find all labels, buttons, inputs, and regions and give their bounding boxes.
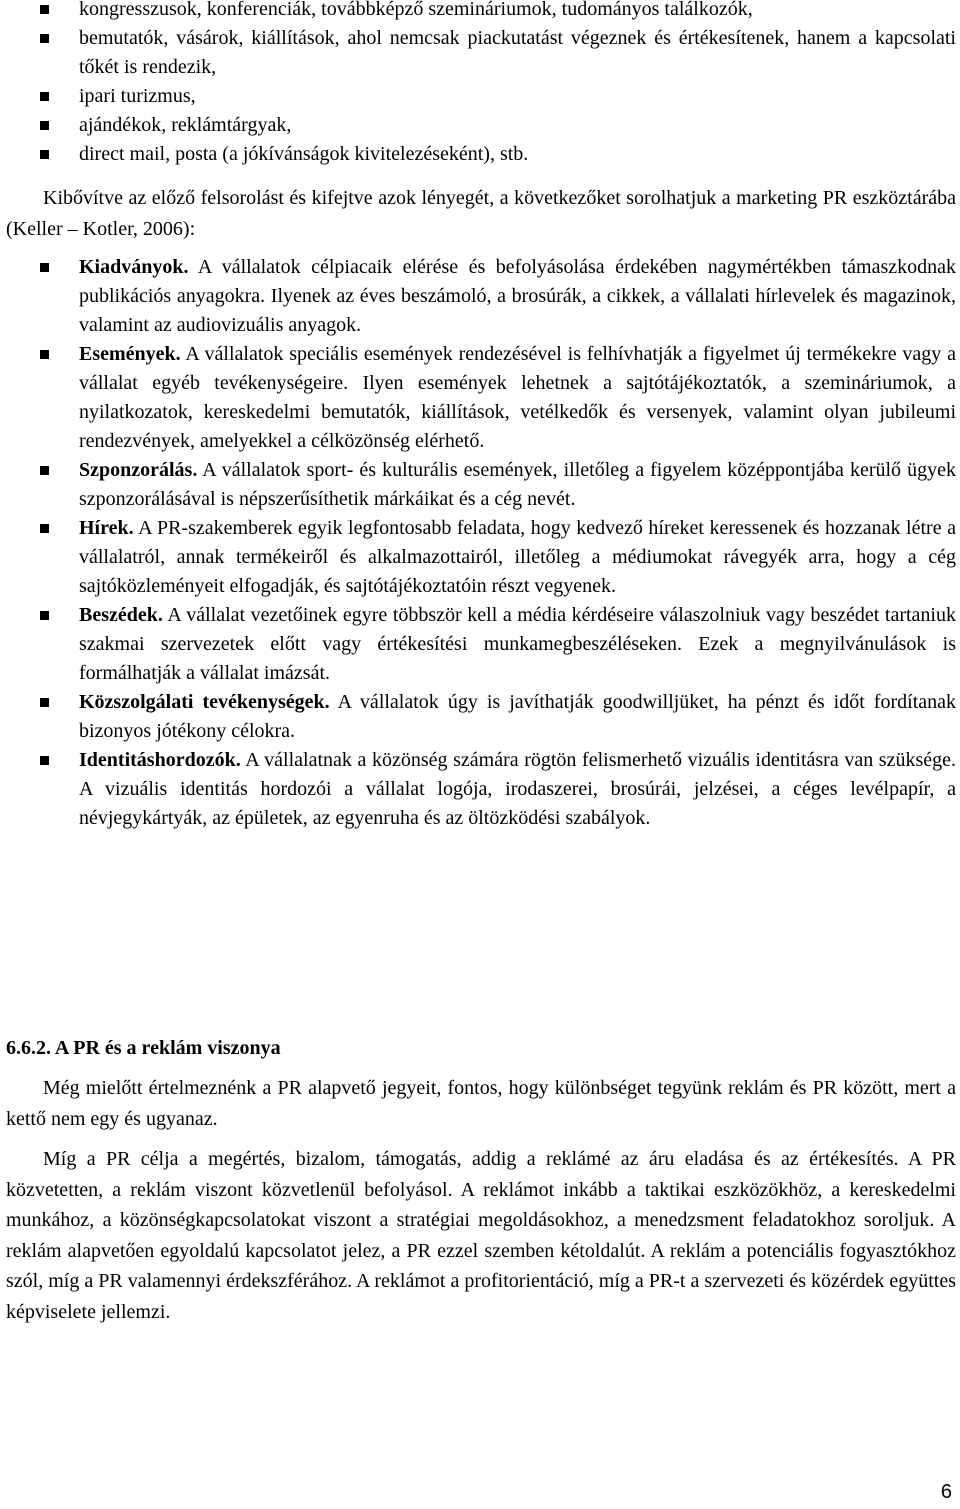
list-item <box>6 688 956 746</box>
square-bullet-icon <box>40 466 49 475</box>
item-text: A vállalat vezetőinek egyre többször kell a média kérdéseire válaszolniuk vagy beszédet tartaniuk szakmai szervezetek előtt vagy értékesítési munkamegbeszéléseken. Ezek a megnyilvánulások is formálhatják a vállalat imázsát. <box>79 604 956 684</box>
list-item <box>6 456 956 514</box>
item-text: A vállalatnak a közönség számára rögtön felismerhető vizuális identitásra van szüksége. A vizuális identitás hordozói a vállalat logója, irodaszerei, brosúrái, jelzései, a céges levélpapír, a névjegykártyák, az épületek, az egyenruha és az öltözködési szabályok. <box>79 749 956 829</box>
top-bullet-list <box>6 0 956 169</box>
top-bullet-list-block <box>6 0 956 169</box>
page-number: 6 <box>940 1481 952 1503</box>
item-text: A vállalatok speciális események rendezésével is felhívhatják a figyelmet új termékekre vagy a vállalat egyéb tevékenységeire. Ilyen események lehetnek a sajtótájékoztatók, a szemináriumok, a nyilatkozatok, kereskedelmi bemutatók, kiállítások, vetélkedők és versenyek, valamint olyan jubileumi rendezvények, amelyekkel a célközönség elérhető. <box>79 343 956 452</box>
square-bullet-icon <box>40 263 49 272</box>
item-lead: Szponzorálás. <box>79 459 198 481</box>
item-text: A vállalatok sport- és kulturális események, illetőleg a figyelem középpontjába kerülő ügyek szponzorálásával is népszerűsíthetik márkáikat és a cég nevét. <box>79 459 956 510</box>
paragraph-1-block <box>6 1073 956 1134</box>
square-bullet-icon <box>40 611 49 620</box>
intro-block <box>6 183 956 244</box>
item-lead: Hírek. <box>79 517 134 539</box>
list-item <box>6 601 956 688</box>
list-item: ajándékok, reklámtárgyak, <box>6 111 956 140</box>
item-lead: Identitáshordozók. <box>79 749 241 771</box>
list-item <box>6 514 956 601</box>
item-lead: Beszédek. <box>79 604 163 626</box>
list-item: ipari turizmus, <box>6 82 956 111</box>
square-bullet-icon <box>40 756 49 765</box>
list-item: direct mail, posta (a jókívánságok kivitelezéseként), stb. <box>6 140 956 169</box>
item-lead: Kiadványok. <box>79 256 189 278</box>
paragraph-2-block <box>6 1144 956 1327</box>
item-lead: Közszolgálati tevékenységek. <box>79 691 330 713</box>
item-text: A PR-szakemberek egyik legfontosabb feladata, hogy kedvező híreket keressenek és hozzanak létre a vállalatról, annak termékeiről és alkalmazottairól, illetőleg a médiumokat rávegyék arra, hogy a cég sajtóközleményeit elfogadják, és sajtótájékoztatóin részt vegyenek. <box>79 517 956 597</box>
pr-tools-list <box>6 253 956 833</box>
intro-paragraph: Kibővítve az előző felsorolást és kifejtve azok lényegét, a következőket sorolhatjuk a marketing PR eszköztárába (Keller – Kotler, 2006): <box>6 187 956 240</box>
paragraph: Míg a PR célja a megértés, bizalom, támogatás, addig a reklámé az áru eladása és az értékesítés. A PR közvetetten, a reklám viszont közvetlenül befolyásol. A reklámot inkább a taktikai eszközökhöz, a kereskedelmi munkához, a közönségkapcsolatokat viszont a stratégiai megoldásokhoz, a menedzsment feladatokhoz soroljuk. A reklám alapvetően egyoldalú kapcsolatot jelez, a PR ezzel szemben kétoldalút. A reklám a potenciális fogyasztókhoz szól, míg a PR valamennyi érdekszférához. A reklámot a profitorientáció, míg a PR-t a szervezeti és közérdek együttes képviselete jellemzi. <box>6 1148 956 1323</box>
paragraph: Még mielőtt értelmeznénk a PR alapvető jegyeit, fontos, hogy különbséget tegyünk reklám és PR között, mert a kettő nem egy és ugyanaz. <box>6 1077 956 1130</box>
square-bullet-icon <box>40 121 49 130</box>
square-bullet-icon <box>40 524 49 533</box>
square-bullet-icon <box>40 92 49 101</box>
square-bullet-icon <box>40 350 49 359</box>
item-lead: Események. <box>79 343 181 365</box>
square-bullet-icon <box>40 34 49 43</box>
list-item <box>6 253 956 340</box>
list-item: kongresszusok, konferenciák, továbbképző szemináriumok, tudományos találkozók, <box>6 0 956 24</box>
pr-tools-block <box>6 253 956 833</box>
item-text: A vállalatok célpiacaik elérése és befolyásolása érdekében nagymértékben támaszkodnak publikációs anyagokra. Ilyenek az éves beszámoló, a brosúrák, a cikkek, a vállalati hírlevelek és magazinok, valamint az audiovizuális anyagok. <box>79 256 956 336</box>
section-heading-block <box>6 1034 956 1062</box>
list-item: bemutatók, vásárok, kiállítások, ahol nemcsak piackutatást végeznek és értékesítenek, hanem a kapcsolati tőkét is rendezik, <box>6 24 956 82</box>
list-item <box>6 746 956 833</box>
item-text: A vállalatok úgy is javíthatják goodwilljüket, ha pénzt és időt fordítanak bizonyos jótékony célokra. <box>79 691 956 742</box>
square-bullet-icon <box>40 5 49 14</box>
section-heading: 6.6.2. A PR és a reklám viszonya <box>6 1037 281 1059</box>
square-bullet-icon <box>40 698 49 707</box>
list-item <box>6 340 956 456</box>
square-bullet-icon <box>40 150 49 159</box>
